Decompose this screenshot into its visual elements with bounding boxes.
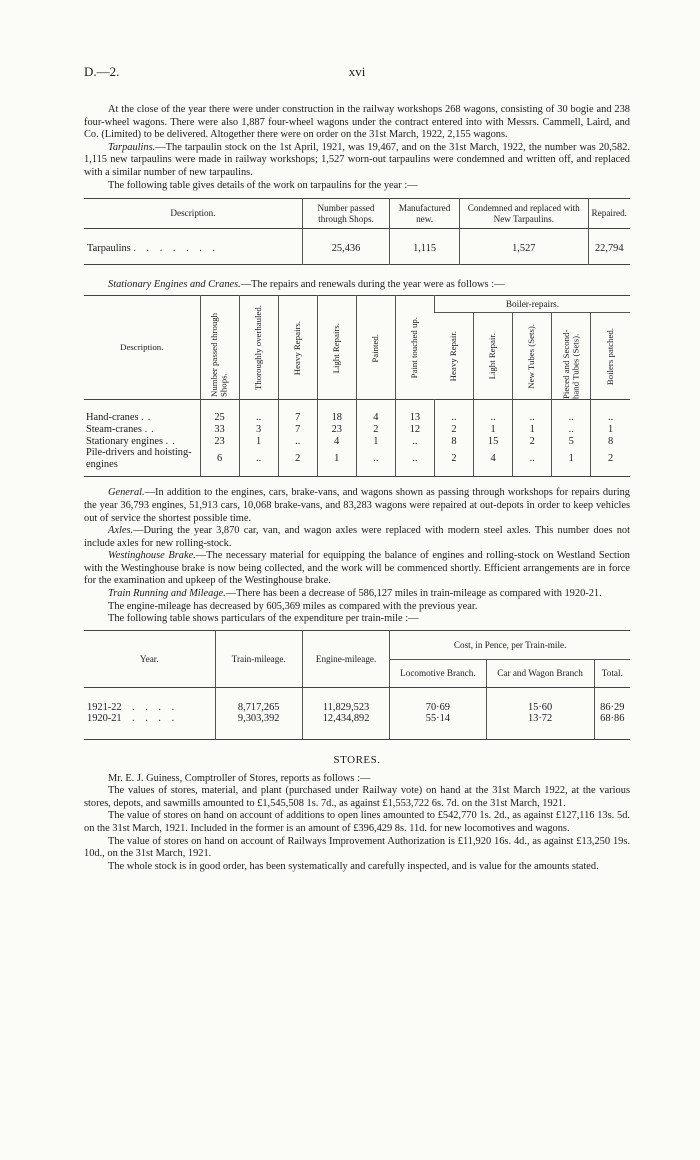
col-passed: Number passed through Shops.: [302, 199, 389, 229]
tarpaulins-heading: Tarpaulins.: [108, 141, 156, 153]
table-row: [84, 687, 630, 713]
cell: 25: [200, 400, 239, 424]
cell: 13: [395, 400, 434, 424]
col-description: Description.: [170, 208, 216, 219]
cell: 2: [513, 436, 552, 448]
col-car-wagon: Car and Wagon Branch: [486, 660, 594, 688]
leader-dots: ..: [165, 435, 179, 447]
col-manufactured: Manufactured new.: [390, 199, 460, 229]
cell-engine: 11,829,523: [302, 687, 389, 713]
leader-dots: . . . . . . .: [133, 243, 220, 255]
mileage-table: [84, 630, 630, 740]
cell: 1: [474, 424, 513, 436]
leader-dots: . . . .: [132, 701, 179, 713]
boiler-repairs-group: Boiler-repairs.: [434, 296, 630, 313]
cell-engine: 12,434,892: [302, 713, 389, 739]
cell-repaired: 22,794: [588, 229, 630, 265]
cell: ..: [552, 400, 591, 424]
cell: 2: [591, 447, 630, 477]
cell: 5: [552, 436, 591, 448]
col-overhauled: Thoroughly overhauled.: [239, 296, 278, 400]
row-year: 1920-21: [87, 713, 122, 725]
cell-manufactured: 1,115: [390, 229, 460, 265]
table-row: [84, 447, 630, 477]
paragraph-mileage: [84, 588, 630, 601]
row-label: Hand-cranes: [86, 412, 139, 424]
cell: 8: [434, 436, 473, 448]
cell: ..: [239, 400, 278, 424]
col-repaired: Repaired.: [588, 199, 630, 229]
row-label: Pile-drivers and hoisting-engines: [86, 447, 192, 470]
mileage-text: —There has been a decrease of 586,127 miles in train-mileage as compared with 1920-21.: [225, 588, 602, 600]
paragraph-wagons: At the close of the year there were under construction in the railway workshops 268 wagons, consisting of 30 bogie and 238 four-wheel wagons. There were also 1,887 four-wheel wagons under the contract entered into with Messrs. Cammell, Laird, and Co. (Limited) to be delivered. Altogether there were on order on the 31st March, 1922, 2,155 wagons.: [84, 104, 630, 141]
cell: 2: [278, 447, 317, 477]
paragraph-engine-mileage: The engine-mileage has decreased by 605,369 miles as compared with the previous year.: [108, 600, 478, 612]
cost-group-header: Cost, in Pence, per Train-mile.: [390, 630, 630, 660]
engines-heading: Stationary Engines and Cranes.: [108, 278, 241, 290]
cell-total: 68·86: [594, 713, 630, 739]
col-train-mileage: Train-mileage.: [215, 630, 302, 687]
engines-table: [84, 295, 630, 477]
page-number: xvi: [348, 64, 366, 79]
col-painted: Painted.: [356, 296, 395, 400]
cell-total: 86·29: [594, 687, 630, 713]
col-year: Year.: [139, 653, 159, 664]
westinghouse-heading: Westinghouse Brake.: [108, 550, 196, 562]
row-year: 1921-22: [87, 701, 122, 713]
axles-text: —During the year 3,870 car, van, and wagon axles were replaced with modern steel axles. This number does not include axles for new rolling-stock.: [84, 525, 630, 549]
cell: 1: [591, 424, 630, 436]
mileage-heading: Train Running and Mileage.: [108, 588, 226, 600]
cell-condemned: 1,527: [460, 229, 588, 265]
cell: ..: [513, 400, 552, 424]
col-boiler-heavy: Heavy Repair.: [447, 331, 458, 382]
cell: 7: [278, 400, 317, 424]
row-label: Stationary engines: [86, 435, 164, 447]
cell: 4: [356, 400, 395, 424]
tarpaulins-table: [84, 198, 630, 265]
cell-car: 15·60: [486, 687, 594, 713]
paragraph-stores-intro: Mr. E. J. Guiness, Comptroller of Stores, reports as follows :—: [108, 772, 371, 784]
cell: ..: [395, 436, 434, 448]
general-heading: General.: [108, 487, 145, 499]
cell: ..: [278, 436, 317, 448]
cell: 33: [200, 424, 239, 436]
cell: 8: [591, 436, 630, 448]
cell-train: 8,717,265: [215, 687, 302, 713]
axles-heading: Axles.: [108, 525, 134, 537]
col-passed: Number passed through Shops.: [200, 296, 239, 400]
cell-car: 13·72: [486, 713, 594, 739]
cell: 4: [474, 447, 513, 477]
cell: ..: [474, 400, 513, 424]
cell: 4: [317, 436, 356, 448]
stores-heading: STORES.: [333, 754, 381, 767]
cell: 2: [434, 447, 473, 477]
col-new-tubes: New Tubes (Sets).: [513, 313, 552, 400]
leader-dots: ..: [144, 423, 158, 435]
col-light-repairs: Light Repairs.: [317, 296, 356, 400]
tarpaulins-text: —The tarpaulin stock on the 1st April, 1921, was 19,467, and on the 31st March, 1922, the number was 20,582. 1,115 new tarpaulins were made in railway workshops; 1,527 worn-out tarpaulins were condemned and written off, and replaced with a similar number of new tarpaulins.: [84, 141, 630, 178]
cell: 6: [200, 447, 239, 477]
cell: 2: [356, 424, 395, 436]
col-condemned: Condemned and replaced with New Tarpaulins.: [460, 199, 588, 229]
leader-dots: . . . .: [132, 713, 179, 725]
paragraph-tarpaulins: [84, 142, 630, 180]
paragraph-stores-values: The values of stores, material, and plant (purchased under Railway vote) on hand at the 31st March 1922, at the various stores, depots, and sawmills amounted to £1,545,508 1s. 7d., as against £1,553,722 6s. 7d. on the 31st March, 1921.: [84, 785, 630, 809]
cell: ..: [356, 447, 395, 477]
col-heavy-repairs: Heavy Repairs.: [278, 296, 317, 400]
paragraph-general: [84, 487, 630, 525]
table-row: [84, 229, 630, 265]
paragraph-westinghouse: [84, 550, 630, 588]
document-code: D.—2.: [84, 64, 120, 79]
col-boilers-patched: Boilers patched.: [591, 313, 630, 400]
cell: ..: [513, 447, 552, 477]
cell: 23: [200, 436, 239, 448]
general-text: —In addition to the engines, cars, brake-vans, and wagons shown as passing through workshops for repairs during the year 36,793 engines, 51,913 cars, 10,068 brake-vans, and 83,283 wagons were repaired at out-depots in order to keep vehicles out of service the shortest possible time.: [84, 487, 630, 524]
cell-loco: 70·69: [390, 687, 486, 713]
cell: 7: [278, 424, 317, 436]
cell-loco: 55·14: [390, 713, 486, 739]
paragraph-tarp-intro: The following table gives details of the work on tarpaulins for the year :—: [108, 179, 418, 191]
engines-text: —The repairs and renewals during the year were as follows :—: [240, 278, 505, 290]
cell: ..: [552, 424, 591, 436]
cell: ..: [591, 400, 630, 424]
cell: ..: [239, 447, 278, 477]
cell: ..: [395, 447, 434, 477]
cell-train: 9,303,392: [215, 713, 302, 739]
westinghouse-text: —The necessary material for equipping the balance of engines and rolling-stock on Westland Section with the Westinghouse brake is now being collected, and the work will be commenced shortly. Efficient arrangements are in force for the examination and upkeep of the Westinghouse brake.: [84, 550, 630, 587]
cell: 23: [317, 424, 356, 436]
paragraph-stores-open-lines: The value of stores on hand on account of additions to open lines amounted to £542,770 1s. 2d., as against £127,116 13s. 5d. on the 31st March, 1921. Included in the former is an amount of £396,429 8s. 11d. for new locomotives and wagons.: [84, 810, 630, 834]
cell: 1: [317, 447, 356, 477]
cell: 3: [239, 424, 278, 436]
cell: 18: [317, 400, 356, 424]
cell: 2: [434, 424, 473, 436]
col-boiler-light: Light Repair.: [474, 313, 513, 400]
page-body: [84, 104, 630, 873]
paragraph-expenditure-intro: The following table shows particulars of the expenditure per train-mile :—: [108, 613, 419, 625]
col-locomotive: Locomotive Branch.: [390, 660, 486, 688]
col-engine-mileage: Engine-mileage.: [302, 630, 389, 687]
col-total: Total.: [594, 660, 630, 688]
table-row: [84, 400, 630, 424]
cell: 1: [239, 436, 278, 448]
row-label: Tarpaulins: [87, 243, 131, 255]
cell: 12: [395, 424, 434, 436]
cell: 1: [513, 424, 552, 436]
col-description: Description.: [120, 342, 164, 353]
paragraph-stores-improvement: The value of stores on hand on account of Railways Improvement Authorization is £11,920 16s. 4d., as against £13,250 19s. 10d., on the 31st March, 1921.: [84, 835, 630, 860]
cell: 1: [552, 447, 591, 477]
paragraph-engines: [84, 279, 630, 292]
cell: 15: [474, 436, 513, 448]
paragraph-axles: [84, 525, 630, 550]
table-row: [84, 424, 630, 436]
cell: ..: [434, 400, 473, 424]
cell: 1: [356, 436, 395, 448]
col-paint-touched: Paint touched up.: [395, 296, 434, 400]
table-row: [84, 436, 630, 448]
cell-passed: 25,436: [302, 229, 389, 265]
paragraph-stores-condition: The whole stock is in good order, has been systematically and carefully inspected, and is value for the amounts stated.: [108, 860, 599, 872]
row-label: Steam-cranes: [86, 423, 142, 435]
col-second-hand-tubes: Pieced and Second-hand Tubes (Sets).: [552, 313, 591, 400]
table-row: [84, 713, 630, 739]
leader-dots: ..: [141, 412, 155, 424]
